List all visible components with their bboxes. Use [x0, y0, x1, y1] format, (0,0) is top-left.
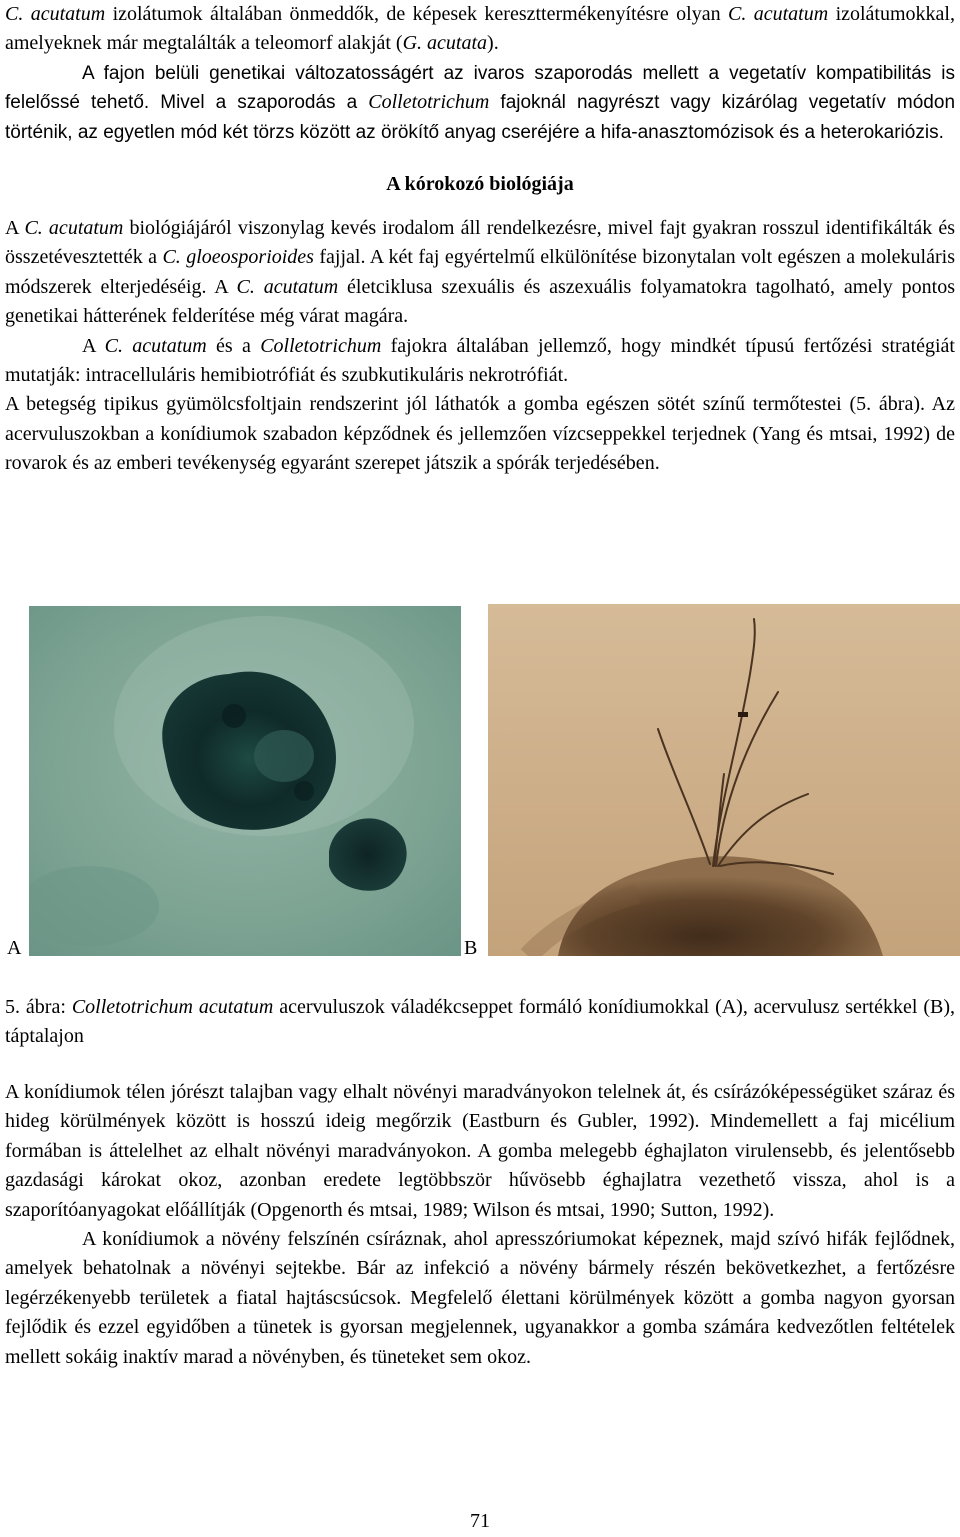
page-number: 71 [470, 1510, 490, 1532]
text-run: életciklusa szexuális és aszexuális folyamatokra tagolható, amely pontos genetikai hátterének felderítése még várat magára. [5, 275, 955, 328]
text-run: Mivel a szaporodás a [149, 92, 369, 114]
figure-label-b: B [464, 937, 478, 959]
text-run: fajokra általában jellemző, hogy mindkét típusú fertőzési stratégiát mutatják: intracelluláris hemibiotrófiát és szubkutikuláris nekrotrófiát. [5, 334, 955, 387]
species-name: C. acutatum [24, 217, 124, 240]
acervulus-photo-graphic [29, 606, 461, 956]
paragraph-7: A konídiumok a növény felszínén csíráznak, ahol apresszóriumokat képeznek, majd szívó hifák fejlődnek, amelyek behatolnak a növényi sejtekbe. Bár az infekció a növény bármely részén bekövetkezhet, a fertőzésre legérzékenyebb területek a fiatal hajtáscsúcsok. Megfelelő élettani körülmények között a gomba nagyon gyorsan fejlődik és ezzel egyidőben a tünetek is gyorsan megjelennek, ugyanakkor a gomba számára kedvezőtlen feltételek mellett sokáig inaktív marad a növényben, és tüneteket sem okoz. [5, 1228, 955, 1368]
text-run: fajjal. A két faj egyértelmű elkülönítése bizonytalan volt egészen a molekuláris módszerek elterjedéséig. A [5, 246, 955, 298]
caption-species: Colletotrichum acutatum [71, 996, 274, 1018]
species-name: G. acutata [402, 32, 488, 55]
species-name: C. acutatum [728, 3, 829, 25]
text-run: izolátumok általában önmeddők, de képesek kereszttermékenyítésre olyan [105, 3, 728, 25]
text-run: ). [487, 32, 499, 55]
genus-name: Colletotrichum [260, 334, 382, 357]
figure-caption [5, 993, 955, 1052]
figure-label-a: A [7, 937, 22, 959]
species-name: C. acutatum [236, 275, 339, 298]
species-name: C. acutatum [5, 3, 106, 25]
text-run: A [5, 217, 25, 240]
paragraph-5: A betegség tipikus gyümölcsfoltjain rendszerint jól láthatók a gomba egészen sötét színű termőtestei (5. ábra). Az acervuluszokban a konídiumok szabadon képződnek és jellemzően vízcseppekkel terjednek (Yang és mtsai, 1992) de rovarok és az emberi tevékenység egyaránt szerepet játszik a spórák terjedésében. [5, 393, 955, 475]
species-name: C. acutatum [104, 334, 207, 357]
paragraph-6: A konídiumok télen jórészt talajban vagy elhalt növényi maradványokon telelnek át, és csírázóképességüket száraz és hideg körülmények között is hosszú ideig megőrzik (Eastburn és Gubler, 1992). Mindemellett a faj micélium formában is áttelelhet az elhalt növényi maradványokon. A gomba melegebb éghajlaton virulensebb, és jelentősebb gazdasági károkat okoz, azonban eredete legtöbbször hűvösebb éghajlatra vezethető vissza, ahol is a szaporítóanyagokat előállítják (Opgenorth és mtsai, 1989; Wilson és mtsai, 1990; Sutton, 1992). [5, 1081, 955, 1221]
caption-prefix: 5. ábra: [5, 996, 72, 1018]
paragraph-1 [5, 0, 955, 59]
section-heading: A kórokozó biológiája [386, 173, 574, 196]
text-run: biológiájáról viszonylag kevés irodalom áll rendelkezésre, mivel fajt gyakran rosszul identifikálták és összetévesztették a [5, 217, 955, 269]
setae-photo-graphic [488, 604, 960, 956]
species-name: C. gloeosporioides [162, 246, 314, 269]
paragraph-4 [5, 332, 955, 391]
genus-name: Colletotrichum [368, 91, 490, 114]
text-run: A [82, 334, 105, 357]
paragraph-3 [5, 214, 955, 332]
text-run: izolátumokkal, amelyeknek már megtalálták a teleomorf alakját ( [5, 3, 955, 55]
text-run: fajoknál nagyrészt vagy kizárólag vegetatív módon történik, az egyetlen mód két törzs között az örökítő anyag cseréjére a hifa-anasztomózisok és a heterokariózis. [5, 92, 956, 143]
figure-photo-b [488, 604, 960, 956]
text-run: A fajon belüli genetikai változatosságért az ivaros szaporodás mellett a vegetatív kompatibilitás is felelőssé tehető. [5, 62, 955, 114]
paragraph-2 [5, 59, 955, 147]
text-run: és a [206, 334, 261, 357]
caption-text: acervuluszok váladékcseppet formáló konídiumokkal (A), acervulusz sertékkel (B), táptalajon [5, 996, 955, 1048]
figure-photo-a [29, 606, 461, 956]
